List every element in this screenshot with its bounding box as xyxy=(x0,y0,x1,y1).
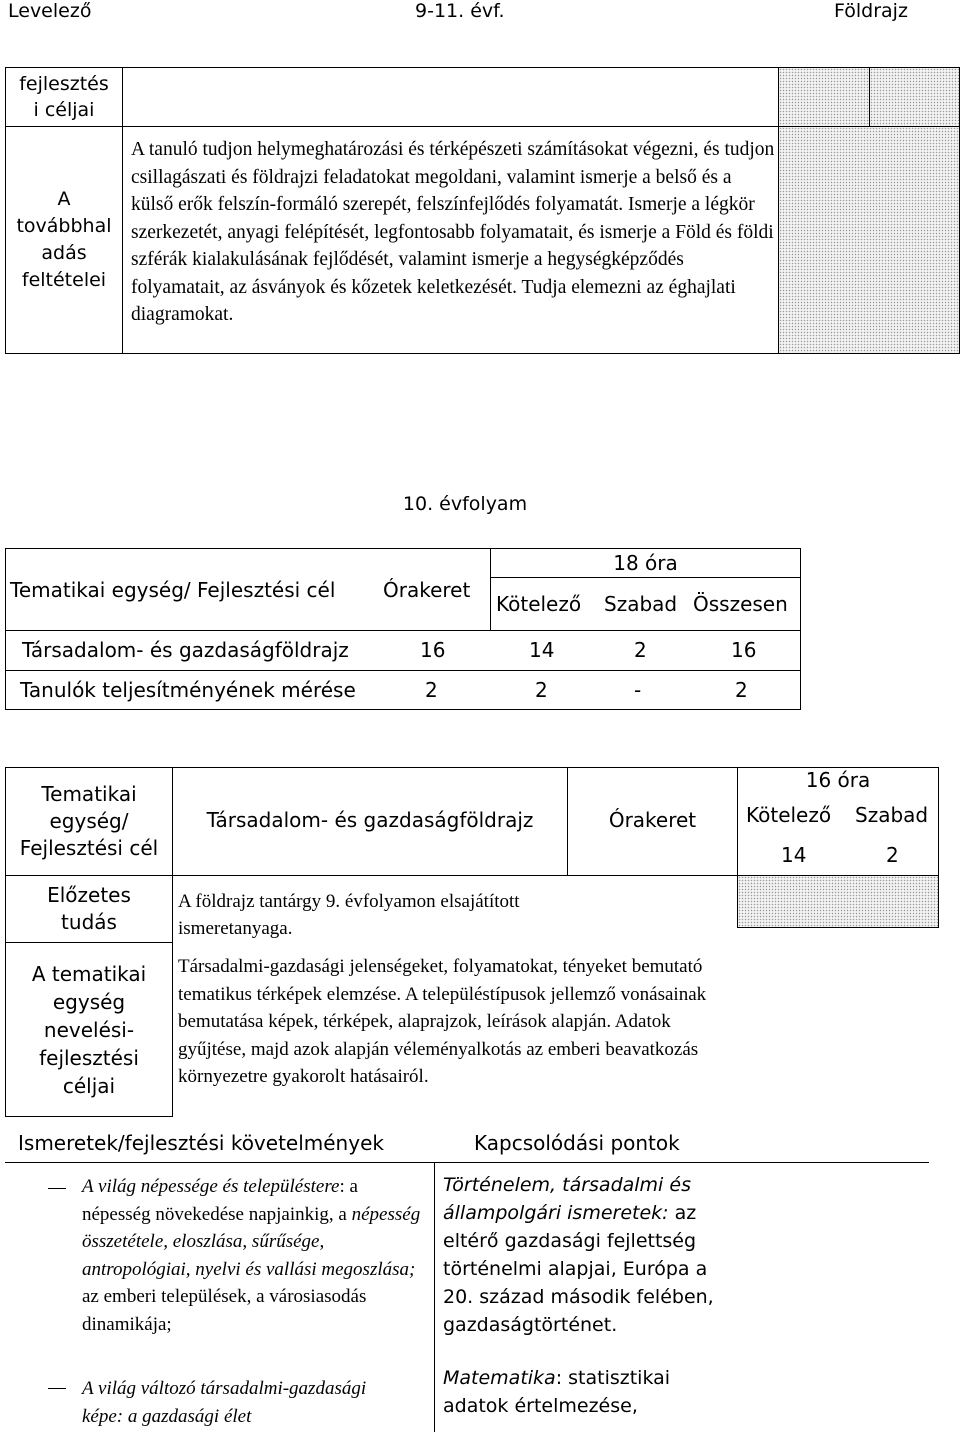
header-right: Földrajz xyxy=(834,0,908,22)
hours-row-1-total: 16 xyxy=(731,638,757,662)
header-center: 9-11. évf. xyxy=(415,0,505,22)
hours-row-2-required: 2 xyxy=(535,678,548,702)
hours-col-free: Szabad xyxy=(604,592,678,616)
unit-free-value: 2 xyxy=(886,843,899,867)
link-item-1: Történelem, társadalmi és állampolgári ismeretek: az eltérő gazdasági fejlettség történelmi alapjai, Európa a 20. század második felében, gazdaságtörténet. xyxy=(443,1174,714,1336)
unit-col-knowledge: Ismeretek/fejlesztési követelmények xyxy=(18,1131,384,1155)
hours-row-2-free: - xyxy=(634,678,642,702)
top-row2-text: A tanuló tudjon helymeghatározási és térképészeti számításokat végezni, és tudjon csillagászati és földrajzi feladatokat megoldani, valamint ismerje a belső és a külső erők felszín-formáló szerepét, felszínfejlődés folyamatát. Ismerje a légkör szerkezetét, anyagi felépítését, legfontosabb folyamatait, és ismerje a Föld és földi szférák kialakulásának fejlődését, valamint ismerje a hegységképződés folyamatait, az ásványok és kőzetek keletkezését. Tudja elemezni az éghajlati diagramokat. xyxy=(131,139,775,325)
link-item-2: Matematika: statisztikai adatok értelmezése, xyxy=(443,1367,671,1417)
hours-row-1-required: 14 xyxy=(529,638,555,662)
unit-col-links: Kapcsolódási pontok xyxy=(474,1131,680,1155)
page-header xyxy=(0,0,960,28)
grade-title: 10. évfolyam xyxy=(402,493,528,515)
hours-col-hours: Órakeret xyxy=(383,578,471,602)
unit-topic-name: Társadalom- és gazdaságföldrajz xyxy=(206,808,534,832)
hours-row-2-topic: Tanulók teljesítményének mérése xyxy=(20,678,356,702)
hours-row-2-hours: 2 xyxy=(425,678,438,702)
unit-free-label: Szabad xyxy=(855,803,929,827)
top-row1-label: fejlesztés i céljai xyxy=(19,73,109,121)
unit-label-topic: Tematikai egység/ Fejlesztési cél xyxy=(19,782,159,860)
hours-total: 18 óra xyxy=(613,551,678,575)
unit-required-value: 14 xyxy=(781,843,807,867)
unit-prior-text: A földrajz tantárgy 9. évfolyamon elsajátított ismeretanyaga. xyxy=(178,891,520,939)
hours-row-2-total: 2 xyxy=(735,678,748,702)
unit-hours-total: 16 óra xyxy=(805,768,871,792)
hours-col-topic: Tematikai egység/ Fejlesztési cél xyxy=(10,578,336,602)
top-row2-label: A továbbhal adás feltételei xyxy=(16,188,112,291)
unit-label-goals: A tematikai egység nevelési- fejlesztési céljai xyxy=(31,961,147,1098)
unit-required-label: Kötelező xyxy=(746,803,832,827)
knowledge-item-1: A világ népessége és településtere: a népesség növekedése napjainkig, a népesség összetétele, eloszlása, sűrűsége, antropológiai, nyelvi és vallási megoszlása; az emberi települések, a városiasodás dinamikája; xyxy=(82,1176,421,1335)
hours-row-1-hours: 16 xyxy=(420,638,446,662)
hours-row-1-topic: Társadalom- és gazdaságföldrajz xyxy=(22,638,349,662)
hours-row-1-free: 2 xyxy=(634,638,647,662)
knowledge-item-2: A világ változó társadalmi-gazdasági képe: a gazdasági élet xyxy=(82,1378,367,1427)
hours-col-total: Összesen xyxy=(693,592,788,616)
unit-goals-text: Társadalmi-gazdasági jelenségeket, folyamatokat, tényeket bemutató tematikus térképek elemzése. A településtípusok jellemző vonásainak bemutatása képek, térképek, alaprajzok, leírások alapján. Adatok gyűjtése, majd azok alapján véleményalkotás az emberi beavatkozás környezetre gyakorolt hatásairól. xyxy=(178,956,707,1087)
unit-label-hours: Órakeret xyxy=(608,808,697,832)
header-left: Levelező xyxy=(8,0,92,22)
hours-col-required: Kötelező xyxy=(496,592,582,616)
unit-label-prior: Előzetes tudás xyxy=(47,883,131,934)
